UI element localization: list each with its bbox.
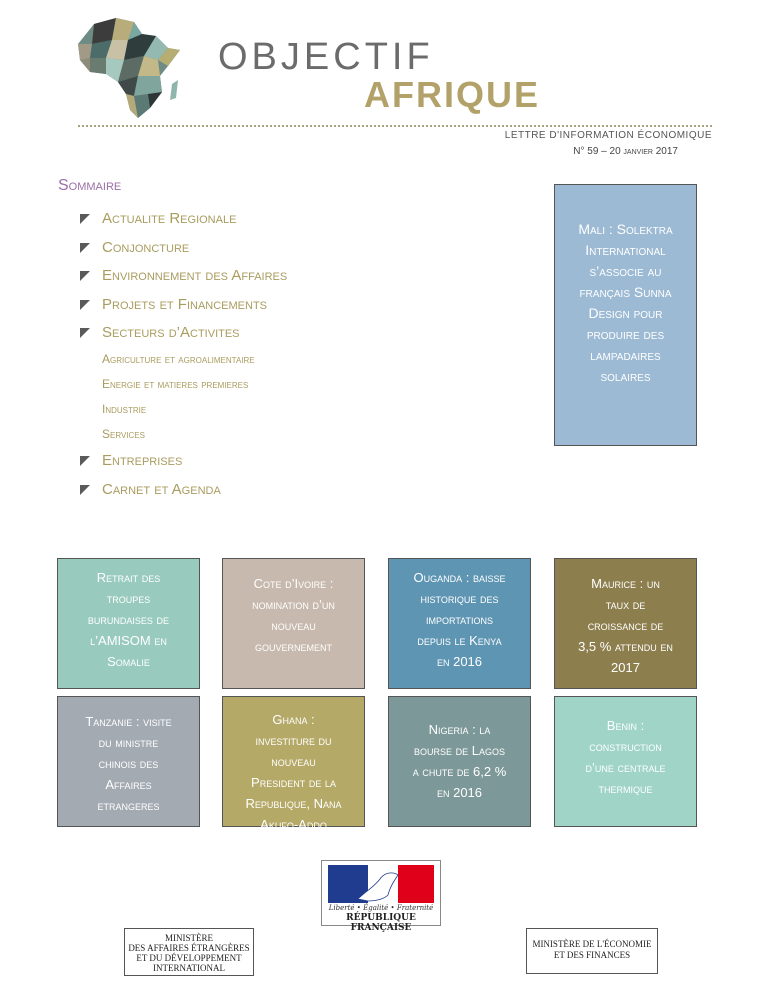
africa-logo xyxy=(72,14,187,122)
ministry-line: MINISTÈRE xyxy=(165,933,213,943)
tile-line: du ministre xyxy=(98,735,159,750)
toc-sub-industrie[interactable]: Industrie xyxy=(102,402,147,416)
tile-line: Ouganda : baisse xyxy=(413,570,506,585)
tile-line: troupes xyxy=(106,591,151,606)
toc-sub-energie[interactable]: Energie et matieres premieres xyxy=(102,377,249,391)
tile-cote-divoire[interactable] xyxy=(222,558,365,689)
tile-line: Akufo-Addo xyxy=(260,817,327,832)
tile-line: taux de xyxy=(605,597,646,612)
tile-line: 2017 xyxy=(611,660,640,675)
tile-line: Retrait des xyxy=(96,570,161,585)
arrow-icon xyxy=(80,485,90,495)
tile-line: a chute de 6,2 % xyxy=(412,764,507,779)
tile-line: thermique xyxy=(598,781,653,796)
ministry-line: MINISTÈRE DE L'ÉCONOMIE xyxy=(532,939,652,949)
tile-line: Republique, Nana xyxy=(245,796,342,811)
tile-line: Maurice : un xyxy=(591,576,660,591)
tile-line: Cote d’Ivoire : xyxy=(253,576,334,591)
feature-line: français Sunna xyxy=(579,284,672,300)
tile-benin[interactable] xyxy=(554,696,697,827)
toc-label: Entreprises xyxy=(102,452,183,469)
tile-line: en 2016 xyxy=(436,654,483,669)
tile-tanzanie[interactable] xyxy=(57,696,200,827)
arrow-icon xyxy=(80,243,90,253)
toc-sub-services[interactable]: Services xyxy=(102,427,145,441)
toc-label: Carnet et Agenda xyxy=(102,481,221,498)
feature-line: solaires xyxy=(600,368,651,384)
arrow-icon xyxy=(80,214,90,224)
republique-francaise-logo xyxy=(321,860,441,933)
tile-ghana[interactable] xyxy=(222,696,365,832)
tile-line: Affaires xyxy=(105,777,152,792)
dotted-divider xyxy=(78,125,712,127)
tile-line: 3,5 % attendu en xyxy=(578,639,673,654)
ministry-line: DES AFFAIRES ÉTRANGÈRES xyxy=(128,943,250,953)
tile-line: importations xyxy=(425,612,493,627)
tile-line: gouvernement xyxy=(254,639,332,654)
toc-label: Projets et Financements xyxy=(102,296,268,313)
issue-number: N° 59 – 20 janvier 2017 xyxy=(573,146,678,157)
tile-nigeria[interactable] xyxy=(388,696,531,827)
tile-burundi-amisom[interactable] xyxy=(57,558,200,689)
tile-line: historique des xyxy=(420,591,499,606)
feature-line: Mali : Solektra xyxy=(578,221,673,237)
tile-line: nouveau xyxy=(271,618,316,633)
toc-label: Conjoncture xyxy=(102,239,190,256)
tile-line: Nigeria : la xyxy=(428,722,491,737)
republic-motto: Liberté • Égalité • Fraternité xyxy=(328,904,434,912)
ministry-line: ET DES FINANCES xyxy=(553,950,631,960)
tile-line: chinois des xyxy=(98,756,159,771)
ministry-economy-logo xyxy=(526,928,658,974)
tile-line: depuis le Kenya xyxy=(417,633,502,648)
sommaire-title: Sommaire xyxy=(58,177,122,194)
tile-line: nomination d’un xyxy=(252,597,335,612)
feature-line: produire des xyxy=(586,326,665,342)
tile-line: etrangeres xyxy=(97,798,160,813)
newsletter-subtitle: LETTRE D'INFORMATION ÉCONOMIQUE xyxy=(504,130,712,141)
republic-name: RÉPUBLIQUE FRANÇAISE xyxy=(346,913,416,933)
tile-line: d’une centrale xyxy=(585,760,666,775)
tile-line: construction xyxy=(589,739,662,754)
arrow-icon xyxy=(80,456,90,466)
arrow-icon xyxy=(80,271,90,281)
ministry-line: INTERNATIONAL xyxy=(153,963,225,973)
tile-ouganda[interactable] xyxy=(388,558,531,689)
tile-line: Somalie xyxy=(107,654,150,669)
tile-line: croissance de xyxy=(587,618,664,633)
tile-line: investiture du xyxy=(255,733,332,748)
ministry-line: ET DU DÉVELOPPEMENT xyxy=(136,953,242,963)
tile-line: en 2016 xyxy=(436,785,483,800)
tile-line: nouveau xyxy=(271,754,316,769)
tile-line: bourse de Lagos xyxy=(414,743,505,758)
arrow-icon xyxy=(80,328,90,338)
feature-article-box[interactable] xyxy=(554,184,697,446)
ministry-foreign-affairs-logo xyxy=(124,928,254,976)
tile-line: President de la xyxy=(251,775,336,790)
tile-line: burundaises de xyxy=(87,612,170,627)
marianne-flag-icon xyxy=(328,865,434,903)
feature-line: lampadaires xyxy=(590,347,661,363)
tile-maurice[interactable] xyxy=(554,558,697,689)
toc-label: Environnement des Affaires xyxy=(102,267,288,284)
title-afrique: AFRIQUE xyxy=(364,74,540,115)
arrow-icon xyxy=(80,300,90,310)
toc-sub-agriculture[interactable]: Agriculture et agroalimentaire xyxy=(102,352,255,366)
feature-line: s’associe au xyxy=(589,263,662,279)
title-objectif: OBJECTIF xyxy=(218,36,434,78)
feature-line: Design pour xyxy=(588,305,663,321)
toc-label: Actualite Regionale xyxy=(102,210,237,227)
tile-line: Tanzanie : visite xyxy=(85,714,172,729)
tile-line: l’AMISOM en xyxy=(90,633,167,648)
tile-line: Benin : xyxy=(606,718,645,733)
feature-line: International xyxy=(585,242,666,258)
toc-label: Secteurs d’Activites xyxy=(102,324,240,341)
tile-line: Ghana : xyxy=(272,712,315,727)
